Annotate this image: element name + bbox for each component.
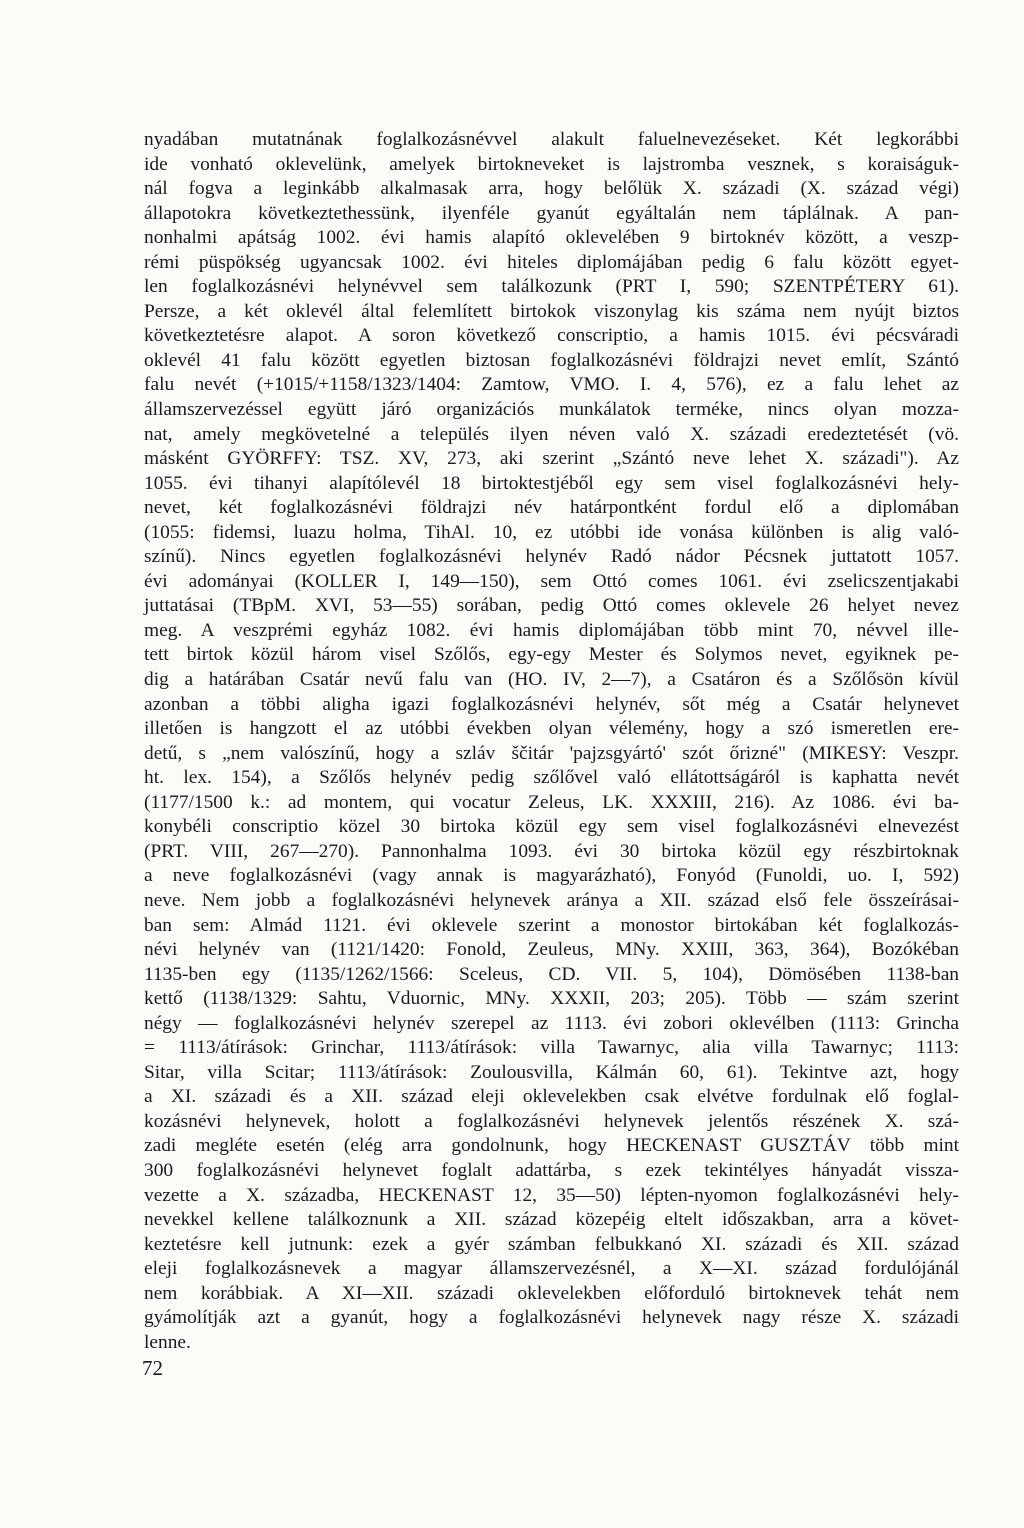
text-line: nyadában mutatnának foglalkozásnévvel alakult faluelnevezéseket. Két legkorábbi [144, 129, 959, 150]
text-line: négy — foglalkozásnévi helynév szerepel az 1113. évi zobori oklevélben (1113: Grincha [144, 1012, 959, 1034]
text-line: vezette a X. századba, HECKENAST 12, 35—50) lépten-nyomon foglalkozásnévi hely- [144, 1184, 959, 1206]
text-line: rémi püspökség ugyancsak 1002. évi hiteles diplomájában pedig 6 falu között egyet- [144, 251, 959, 273]
text-line: dig a határában Csatár nevű falu van (HO. IV, 2—7), a Csatáron és a Szőlősön kívül [144, 669, 959, 691]
text-line: Persze, a két oklevél által felemlített birtokok viszonylag kis száma nem nyújt biztos [144, 300, 959, 322]
text-line: névi helynév van (1121/1420: Fonold, Zeuleus, MNy. XXIII, 363, 364), Bozókéban [144, 939, 959, 961]
text-line: = 1113/átírások: Grinchar, 1113/átírások: villa Tawarnyc, alia villa Tawarnyc; 1113: [144, 1037, 959, 1059]
text-line: ht. lex. 154), a Szőlős helynév pedig szőlővel való ellátottságáról is kaphatta nevét [144, 767, 959, 789]
text-line: nevekkel kellene találkoznunk a XII. század közepéig eltelt időszakban, arra a követ- [144, 1209, 959, 1231]
text-line: juttatásai (TBpM. XVI, 53—55) sorában, pedig Ottó comes oklevele 26 helyet nevez [144, 595, 959, 617]
text-line: kettő (1138/1329: Sahtu, Vduornic, MNy. XXXII, 203; 205). Több — szám szerint [144, 988, 959, 1010]
text-line: a XI. századi és a XII. század eleji oklevelekben csak elvétve fordulnak elő foglal- [144, 1086, 959, 1108]
text-line: tett birtok közül három visel Szőlős, egy-egy Mester és Solymos nevet, egyiknek pe- [144, 644, 959, 666]
text-line: oklevél 41 falu között egyetlen biztosan foglalkozásnévi földrajzi nevet említ, Szántó [144, 349, 959, 371]
text-line: ban sem: Almád 1121. évi oklevele szerint a monostor birtokában két foglalkozás- [144, 914, 959, 936]
text-line: azonban a többi aligha igazi foglalkozásnévi helynév, sőt még a Csatár helynevet [144, 693, 959, 715]
text-line: évi adományai (KOLLER I, 149—150), sem Ottó comes 1061. évi zselicszentjakabi [144, 570, 959, 592]
text-line: illetően is hangzott el az utóbbi években olyan vélemény, hogy a szó ismeretlen ere- [144, 718, 959, 740]
text-line: nál fogva a leginkább alkalmasak arra, hogy belőlük X. századi (X. század végi) [144, 178, 959, 200]
text-line: gyámolítják azt a gyanút, hogy a foglalkozásnévi helynevek nagy része X. századi [144, 1307, 959, 1329]
text-line: a neve foglalkozásnévi (vagy annak is magyarázható), Fonyód (Funoldi, uo. I, 592) [144, 865, 959, 887]
page-number: 72 [142, 1356, 163, 1380]
text-line: nonhalmi apátság 1002. évi hamis alapító oklevelében 9 birtoknév között, a veszp- [144, 227, 959, 249]
text-line: (1055: fidemsi, luazu holma, TihAl. 10, ez utóbbi ide vonása különben is alig való- [144, 521, 959, 543]
text-line: zadi megléte esetén (elég arra gondolnunk, hogy HECKENAST GUSZTÁV több mint [144, 1135, 959, 1157]
text-line: ide vonható oklevelünk, amelyek birtokneveket is lajstromba vesznek, s koraiságuk- [144, 153, 959, 175]
text-line: 1135-ben egy (1135/1262/1566: Sceleus, CD. VII. 5, 104), Dömösében 1138-ban [144, 963, 959, 985]
text-line: nevet, két foglalkozásnévi földrajzi név határpontként fordul elő a diplomában [144, 497, 959, 519]
text-line: nat, amely megkövetelné a település ilyen néven való X. századi eredeztetését (vö. [144, 423, 959, 445]
text-line: 300 foglalkozásnévi helynevet foglalt adattárba, s ezek tekintélyes hányadát vissza- [144, 1159, 959, 1181]
text-line: keztetésre kell jutnunk: ezek a gyér számban felbukkanó XI. századi és XII. század [144, 1233, 959, 1255]
text-line: detű, s „nem valószínű, hogy a szláv ščitár 'pajzsgyártó' szót őrizné" (MIKESY: Veszpr. [144, 742, 959, 764]
body-text [144, 128, 959, 1355]
text-line: eleji foglalkozásnevek a magyar államszervezésnél, a X—XI. század fordulójánál [144, 1258, 959, 1280]
text-line: len foglalkozásnévi helynévvel sem találkozunk (PRT I, 590; SZENTPÉTERY 61). [144, 276, 959, 298]
text-line: lenne. [144, 1331, 191, 1353]
text-line: falu nevét (+1015/+1158/1323/1404: Zamtow, VMO. I. 4, 576), ez a falu lehet az [144, 374, 959, 396]
text-line: neve. Nem jobb a foglalkozásnévi helynevek aránya a XII. század első fele összeírásai- [144, 889, 959, 911]
text-line: nem korábbiak. A XI—XII. századi oklevelekben előforduló birtoknevek tehát nem [144, 1282, 959, 1304]
text-line: 1055. évi tihanyi alapítólevél 18 birtoktestjéből egy sem visel foglalkozásnévi hely- [144, 472, 959, 494]
text-line: (1177/1500 k.: ad montem, qui vocatur Zeleus, LK. XXXIII, 216). Az 1086. évi ba- [144, 791, 959, 813]
text-line: másként GYÖRFFY: TSZ. XV, 273, aki szerint „Szántó neve lehet X. századi"). Az [144, 448, 959, 470]
text-line: következtetésre alapot. A soron következő conscriptio, a hamis 1015. évi pécsváradi [144, 325, 959, 347]
text-line: államszervezéssel együtt járó organizációs munkálatok terméke, nincs olyan mozza- [144, 399, 959, 421]
text-line: (PRT. VIII, 267—270). Pannonhalma 1093. évi 30 birtoka közül egy részbirtoknak [144, 840, 959, 862]
text-line: konybéli conscriptio közel 30 birtoka közül egy sem visel foglalkozásnévi elnevezést [144, 816, 959, 838]
text-line: állapotokra következtethessünk, ilyenféle gyanút egyáltalán nem táplálnak. A pan- [144, 202, 959, 224]
text-line: színű). Nincs egyetlen foglalkozásnévi helynév Radó nádor Pécsnek juttatott 1057. [144, 546, 959, 568]
text-line: kozásnévi helynevek, holott a foglalkozásnévi helynevek jelentős részének X. szá- [144, 1110, 959, 1132]
text-line: Sitar, villa Scitar; 1113/átírások: Zoulousvilla, Kálmán 60, 61). Tekintve azt, hogy [144, 1061, 959, 1083]
text-line: meg. A veszprémi egyház 1082. évi hamis diplomájában több mint 70, névvel ille- [144, 619, 959, 641]
